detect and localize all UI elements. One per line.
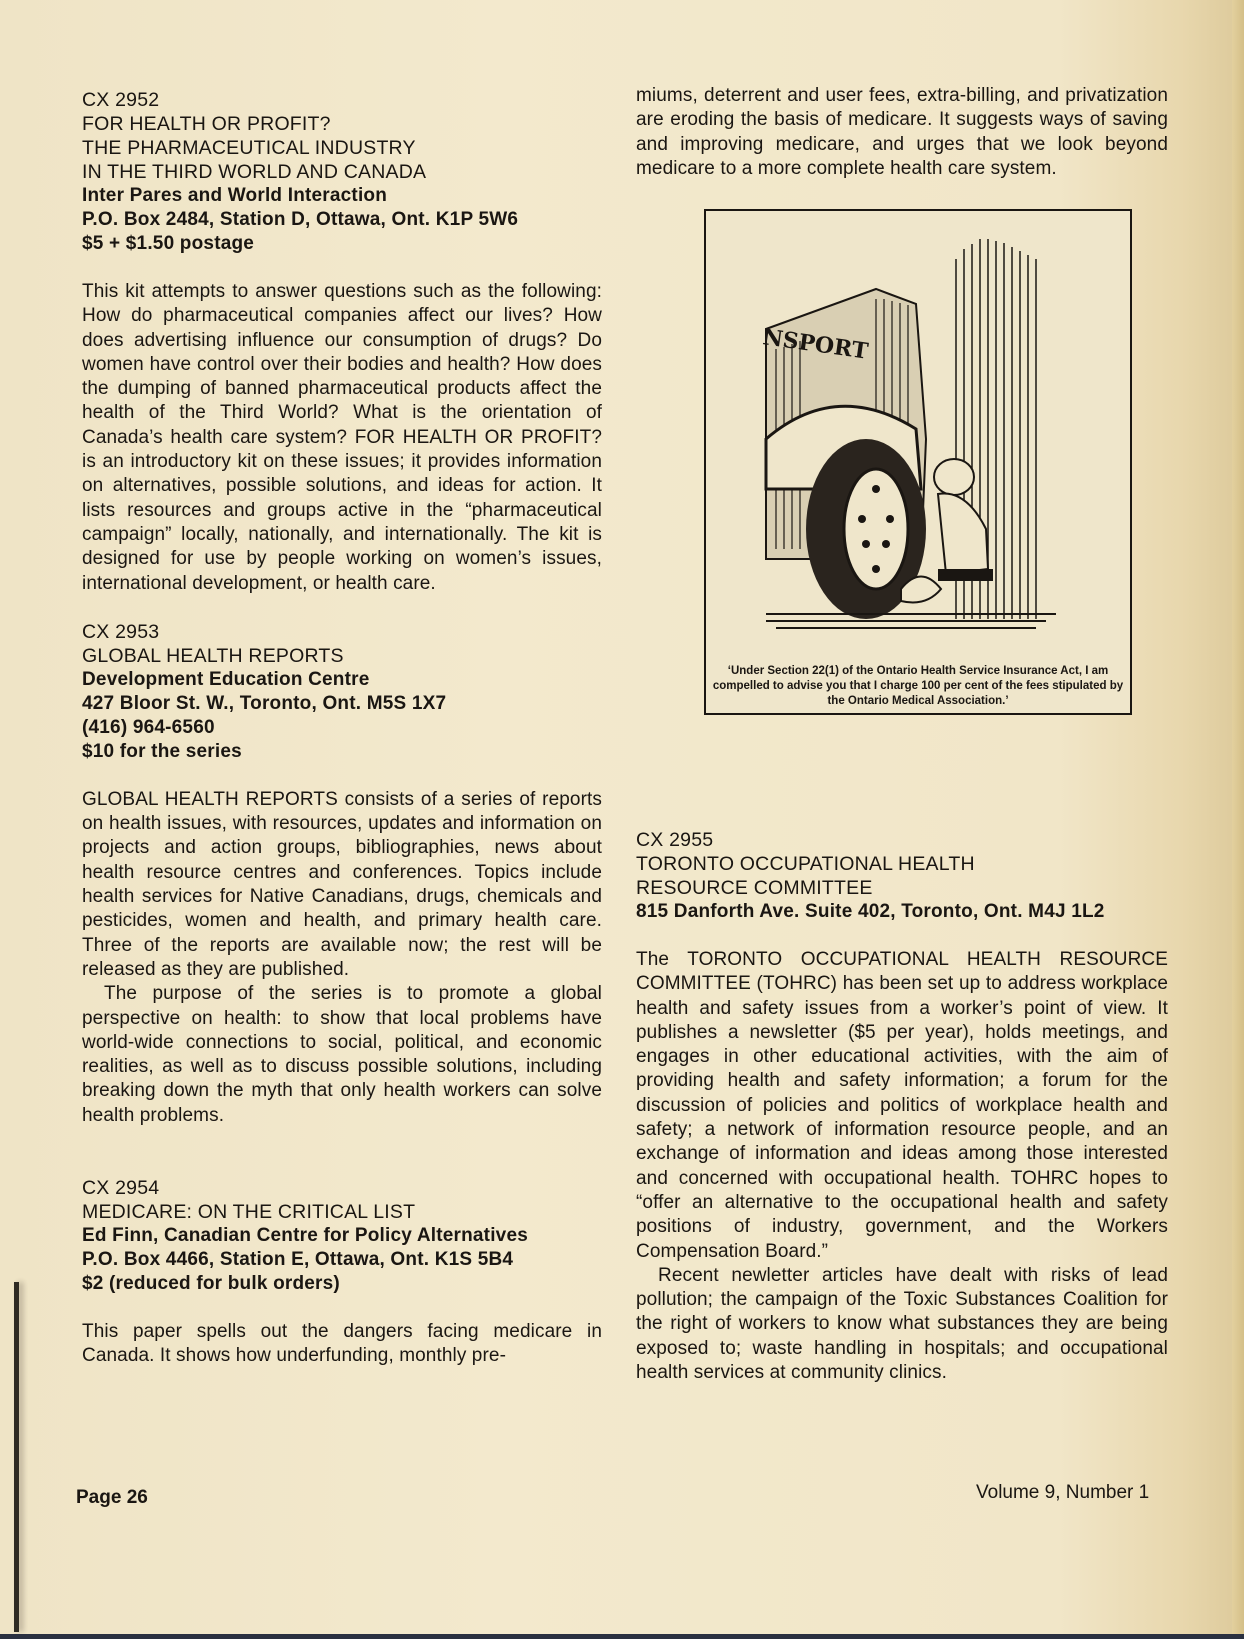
volume-label: Volume 9, Number 1 xyxy=(976,1482,1150,1503)
paragraph: The purpose of the series is to promote a global perspective on health: to show that local problems have world-wide connections to social, political, and economic realities, as well as to discuss possible solutions, including breaking down the myth that only health workers can solve health problems. xyxy=(82,983,602,1126)
paragraph: This paper spells out the dangers facing medicare in Canada. It shows how underfunding, monthly pre- xyxy=(82,1321,602,1367)
entry-title-line: MEDICARE: ON THE CRITICAL LIST xyxy=(82,1201,416,1224)
entry-description xyxy=(82,788,602,1128)
left-column xyxy=(82,88,602,1369)
entry-title-line: RESOURCE COMMITTEE xyxy=(636,877,873,899)
entry-title-line: THE PHARMACEUTICAL INDUSTRY xyxy=(82,137,416,159)
entry-phone: (416) 964-6560 xyxy=(82,716,215,738)
entry-description xyxy=(636,948,1168,1385)
entry-cx-2953 xyxy=(82,620,602,1128)
scan-edge xyxy=(0,1634,1244,1639)
entry-code: CX 2953 xyxy=(82,620,160,643)
entry-header xyxy=(636,828,1168,924)
paragraph: This kit attempts to answer questions such as the following: How do pharmaceutical companies affect our lives? How does advertising influence our consumption of drugs? Do women have control over their bodies and health? How does the dumping of banned pharmaceutical products affect the health of the Third World? What is the orientation of Canada’s health care system? FOR HEALTH OR PROFIT? is an introductory kit on these issues; it provides information on alternatives, possible solutions, and ideas for action. It lists resources and groups active in the “pharmaceutical campaign” locally, nationally, and internationally. The kit is designed for use by people working on women’s issues, international development, or health care. xyxy=(82,281,602,594)
entry-title-line: TORONTO OCCUPATIONAL HEALTH xyxy=(636,853,975,875)
entry-publisher: Development Education Centre xyxy=(82,668,370,690)
entry-title-line: IN THE THIRD WORLD AND CANADA xyxy=(82,161,427,183)
doctor-figure xyxy=(934,459,993,581)
page-number: Page 26 xyxy=(76,1487,148,1508)
paragraph: miums, deterrent and user fees, extra-billing, and privatization are eroding the basis of medicare. It suggests ways of saving and improving medicare, and urges that we look beyond medicare to a more complete health care system. xyxy=(636,85,1168,179)
entry-title-line: GLOBAL HEALTH REPORTS xyxy=(82,644,344,667)
entry-price: $5 + $1.50 postage xyxy=(82,233,255,254)
entry-address: 427 Bloor St. W., Toronto, Ont. M5S 1X7 xyxy=(82,692,447,714)
paragraph: Recent newletter articles have dealt with risks of lead pollution; the campaign of the Toxic Substances Coalition for the right of workers to know what substances they are being exposed to; waste handling in hospitals; and occupational health services at community clinics. xyxy=(636,1264,1168,1384)
cartoon-illustration xyxy=(726,229,1110,639)
editorial-cartoon xyxy=(704,209,1132,715)
entry-header xyxy=(82,1176,602,1296)
entry-header xyxy=(82,88,602,256)
entry-code: CX 2955 xyxy=(636,829,714,851)
entry-publisher: Inter Pares and World Interaction xyxy=(82,185,388,206)
entry-address: 815 Danforth Ave. Suite 402, Toronto, Ont. M4J 1L2 xyxy=(636,901,1105,922)
cartoon-caption: ‘Under Section 22(1) of the Ontario Health Service Insurance Act, I am compelled to advise you that I charge 100 per cent of the fees stipulated by the Ontario Medical Association.’ xyxy=(712,665,1124,707)
entry-cx-2955 xyxy=(636,828,1168,1385)
entry-address: P.O. Box 4466, Station E, Ottawa, Ont. K1S 5B4 xyxy=(82,1249,514,1271)
paragraph: The TORONTO OCCUPATIONAL HEALTH RESOURCE COMMITTEE (TOHRC) has been set up to address workplace health and safety issues from a worker’s point of view. It publishes a newsletter ($5 per year), holds meetings, and engages in other educational activities, with the aim of providing health and safety information; a forum for the discussion of policies and politics of workplace health and safety; a network of information resource people, and an exchange of information and ideas among those interested and concerned with occupational health. TOHRC hopes to “offer an alternative to the occupational health and safety positions of industry, government, and the Workers Compensation Board.” xyxy=(636,949,1168,1262)
entry-code: CX 2954 xyxy=(82,1177,160,1200)
binding-mark xyxy=(14,1282,19,1632)
entry-cx-2952 xyxy=(82,88,602,596)
entry-cx-2954 xyxy=(82,1176,602,1369)
right-column-lower xyxy=(636,828,1168,1385)
entry-publisher: Ed Finn, Canadian Centre for Policy Alternatives xyxy=(82,1225,528,1247)
right-column xyxy=(636,84,1168,181)
entry-header xyxy=(82,620,602,764)
truck-lettering: NSPORT xyxy=(761,324,870,365)
paragraph: GLOBAL HEALTH REPORTS consists of a series of reports on health issues, with resources, updates and information on projects and action groups, bibliographies, news about health resource centres and conferences. Topics include health services for Native Canadians, drugs, chemicals and pesticides, women and health, and primary health care. Three of the reports are available now; the rest will be released as they are published. xyxy=(82,788,602,980)
entry-price: $2 (reduced for bulk orders) xyxy=(82,1273,340,1295)
entry-price: $10 for the series xyxy=(82,740,242,762)
entry-address: P.O. Box 2484, Station D, Ottawa, Ont. K1P 5W6 xyxy=(82,209,519,230)
entry-description-continued xyxy=(636,84,1168,181)
entry-description xyxy=(82,280,602,596)
entry-title-line: FOR HEALTH OR PROFIT? xyxy=(82,113,331,135)
entry-description xyxy=(82,1320,602,1369)
entry-code: CX 2952 xyxy=(82,89,160,111)
page-edge xyxy=(1232,0,1244,1639)
